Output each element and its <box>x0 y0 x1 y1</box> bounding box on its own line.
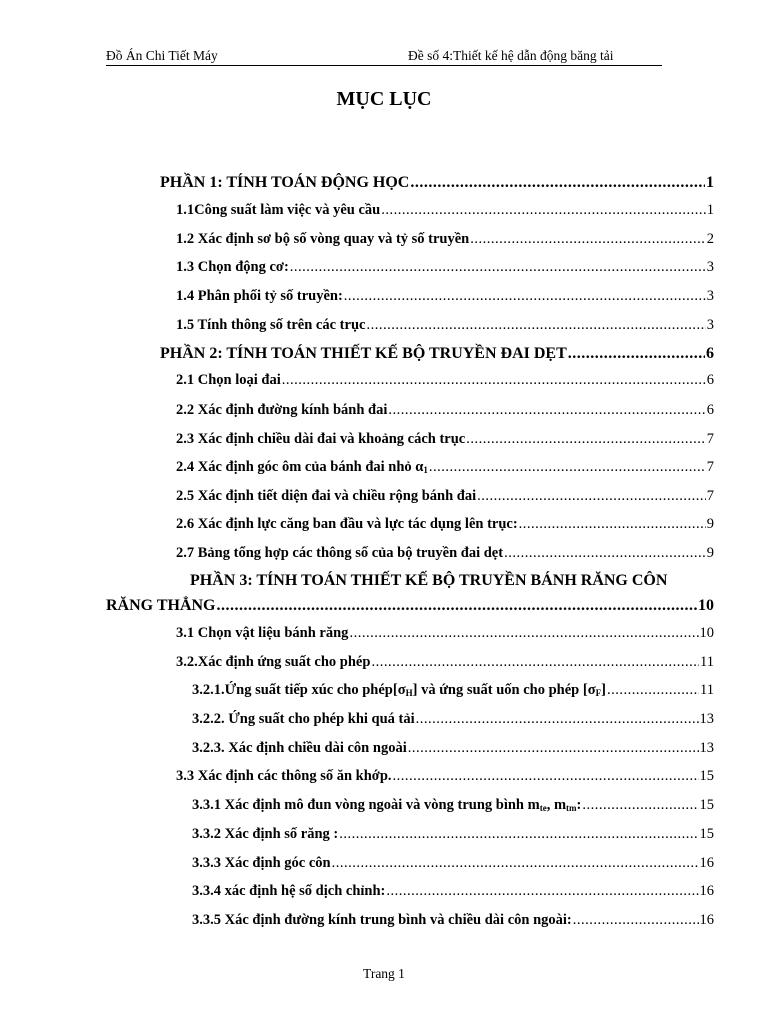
toc-leader-dots <box>339 826 698 843</box>
toc-page-number: 10 <box>699 625 714 641</box>
toc-entry-1-5[interactable] <box>176 317 714 334</box>
subscript-te: te <box>539 803 547 813</box>
toc-leader-dots <box>388 402 705 419</box>
toc-leader-dots <box>366 317 705 334</box>
toc-page-number: 13 <box>699 711 714 727</box>
toc-leader-dots <box>410 174 705 192</box>
toc-part-3[interactable] <box>106 597 714 615</box>
toc-entry-text: 1.3 Chọn động cơ: <box>176 259 289 275</box>
toc-entry-1-1[interactable] <box>176 202 714 219</box>
toc-entry-text: 2.1 Chọn loại đai <box>176 372 281 388</box>
toc-leader-dots <box>371 654 699 671</box>
toc-entry-3-3-1[interactable] <box>192 797 714 814</box>
toc-leader-dots <box>386 883 698 900</box>
toc-page-number: 11 <box>700 654 714 670</box>
toc-leader-dots <box>429 459 706 476</box>
toc-entry-part-b: , m <box>546 797 567 813</box>
toc-entry-2-1[interactable] <box>176 372 714 389</box>
toc-entry-text: 2.2 Xác định đường kính bánh đai <box>176 402 388 418</box>
subscript-h: H <box>405 688 413 698</box>
toc-page-number: 3 <box>706 317 714 333</box>
toc-entry-3-2-1[interactable] <box>192 682 714 699</box>
toc-page-number: 7 <box>706 459 714 475</box>
toc-leader-dots <box>408 740 699 757</box>
toc-entry-2-4[interactable] <box>176 459 714 476</box>
toc-entry-text: 3.2.Xác định ứng suất cho phép <box>176 654 371 670</box>
toc-entry-part-b: ] và ứng suất uốn cho phép [σ <box>412 682 596 698</box>
toc-part-1[interactable] <box>160 174 714 192</box>
toc-entry-3-3-5[interactable] <box>192 912 714 929</box>
toc-entry-text: 2.7 Bảng tổng hợp các thông số của bộ truyền đai dẹt <box>176 545 504 561</box>
toc-entry-text: 3.3.4 xác định hệ số dịch chỉnh: <box>192 883 386 899</box>
toc-entry-text <box>176 459 428 476</box>
toc-leader-dots <box>466 431 706 448</box>
toc-page-number: 1 <box>706 202 714 218</box>
subscript: 1 <box>423 465 428 475</box>
page-header <box>106 48 662 66</box>
toc-entry-3-3-4[interactable] <box>192 883 714 900</box>
toc-leader-dots <box>332 855 699 872</box>
toc-leader-dots <box>349 625 698 642</box>
toc-entry-text: 3.1 Chọn vật liệu bánh răng <box>176 625 349 641</box>
header-right-text: Đề số 4:Thiết kế hệ dẫn động băng tải <box>408 48 614 63</box>
toc-entry-3-1[interactable] <box>176 625 714 642</box>
toc-page-number: 3 <box>706 288 714 304</box>
toc-leader-dots <box>290 259 706 276</box>
toc-page-number: 16 <box>699 855 714 871</box>
toc-leader-dots <box>582 797 698 814</box>
toc-entry-1-3[interactable] <box>176 259 714 276</box>
toc-leader-dots <box>477 488 706 505</box>
toc-entry-3-3[interactable] <box>176 768 714 785</box>
toc-leader-dots <box>573 912 699 929</box>
toc-page-number: 10 <box>698 597 714 614</box>
toc-page-number: 3 <box>706 259 714 275</box>
toc-leader-dots <box>504 545 706 562</box>
toc-entry-text: RĂNG THẲNG <box>106 597 216 614</box>
toc-entry-3-2-2[interactable] <box>192 711 714 728</box>
subscript-tm: tm <box>566 803 577 813</box>
toc-page-number: 15 <box>699 768 714 784</box>
page-title: MỤC LỤC <box>336 88 432 110</box>
page-footer: Trang 1 <box>363 966 405 981</box>
toc-leader-dots <box>607 682 699 699</box>
toc-page-number: 16 <box>699 912 714 928</box>
toc-entry-2-7[interactable] <box>176 545 714 562</box>
toc-page-number: 2 <box>706 231 714 247</box>
toc-entry-text: 1.1Công suất làm việc và yêu cầu <box>176 202 381 218</box>
header-left-text: Đồ Án Chi Tiết Máy <box>106 48 218 63</box>
toc-leader-dots <box>470 231 706 248</box>
toc-entry-text: 3.2.2. Ứng suất cho phép khi quá tải <box>192 711 415 727</box>
toc-page-number: 7 <box>706 431 714 447</box>
toc-entry-3-2-3[interactable] <box>192 740 714 757</box>
toc-entry-part-c: ] <box>601 682 606 698</box>
toc-entry-text: 2.6 Xác định lực căng ban đầu và lực tác dụng lên trục: <box>176 516 518 532</box>
toc-page-number: 9 <box>706 516 714 532</box>
toc-page-number: 6 <box>706 402 714 418</box>
toc-page-number: 6 <box>706 372 714 388</box>
toc-page-number: 7 <box>706 488 714 504</box>
toc-entry-text: 3.3.3 Xác định góc côn <box>192 855 331 871</box>
toc-entry-main: 2.4 Xác định góc ôm của bánh đai nhỏ α <box>176 459 424 475</box>
toc-entry-part-a: 3.3.1 Xác định mô đun vòng ngoài và vòng trung bình m <box>192 797 540 813</box>
toc-entry-2-2[interactable] <box>176 402 714 419</box>
toc-entry-3-3-2[interactable] <box>192 826 714 843</box>
toc-entry-2-6[interactable] <box>176 516 714 533</box>
toc-entry-part-c: : <box>576 797 582 813</box>
toc-entry-text: 3.3 Xác định các thông số ăn khớp. <box>176 768 392 784</box>
toc-entry-text: 1.5 Tính thông số trên các trục <box>176 317 366 333</box>
toc-page-number: 1 <box>706 174 714 191</box>
toc-leader-dots <box>393 768 699 785</box>
toc-page-number: 13 <box>699 740 714 756</box>
toc-entry-3-3-3[interactable] <box>192 855 714 872</box>
toc-page-number: 15 <box>699 797 714 813</box>
toc-page-number: 16 <box>699 883 714 899</box>
toc-leader-dots <box>381 202 706 219</box>
toc-entry-1-2[interactable] <box>176 231 714 248</box>
subscript-f: F <box>595 688 602 698</box>
toc-leader-dots <box>568 345 705 363</box>
toc-leader-dots <box>519 516 706 533</box>
toc-entry-text <box>192 797 581 814</box>
toc-leader-dots <box>416 711 699 728</box>
toc-entry-text: 1.2 Xác định sơ bộ số vòng quay và tỷ số truyền <box>176 231 470 247</box>
toc-entry-text <box>192 682 606 699</box>
toc-entry-part-a: 3.2.1.Ứng suất tiếp xúc cho phép[σ <box>192 682 406 698</box>
toc-page-number: 11 <box>700 682 714 698</box>
toc-entry-text: 2.5 Xác định tiết diện đai và chiều rộng bánh đai <box>176 488 477 504</box>
toc-entry-text: 3.2.3. Xác định chiều dài côn ngoài <box>192 740 407 756</box>
toc-entry-text: 3.3.2 Xác định số răng : <box>192 826 339 842</box>
toc-leader-dots <box>344 288 706 305</box>
toc-entry-1-4[interactable] <box>176 288 714 305</box>
toc-entry-2-5[interactable] <box>176 488 714 505</box>
toc-entry-text: PHẦN 1: TÍNH TOÁN ĐỘNG HỌC <box>160 174 410 191</box>
toc-entry-2-3[interactable] <box>176 431 714 448</box>
toc-entry-text: 2.3 Xác định chiều dài đai và khoảng cách trục <box>176 431 466 447</box>
toc-part-2[interactable] <box>160 345 714 363</box>
toc-page-number: 15 <box>699 826 714 842</box>
toc-leader-dots <box>217 597 698 615</box>
toc-leader-dots <box>282 372 706 389</box>
toc-entry-3-2[interactable] <box>176 654 714 671</box>
toc-part-3-line1[interactable]: PHẦN 3: TÍNH TOÁN THIẾT KẾ BỘ TRUYỀN BÁNH RĂNG CÔN <box>190 572 668 589</box>
toc-entry-text: PHẦN 2: TÍNH TOÁN THIẾT KẾ BỘ TRUYỀN ĐAI DẸT <box>160 345 567 362</box>
toc-entry-text: 3.3.5 Xác định đường kính trung bình và chiều dài côn ngoài: <box>192 912 572 928</box>
toc-page-number: 9 <box>706 545 714 561</box>
toc-entry-text: 1.4 Phân phối tỷ số truyền: <box>176 288 343 304</box>
toc-page-number: 6 <box>706 345 714 362</box>
